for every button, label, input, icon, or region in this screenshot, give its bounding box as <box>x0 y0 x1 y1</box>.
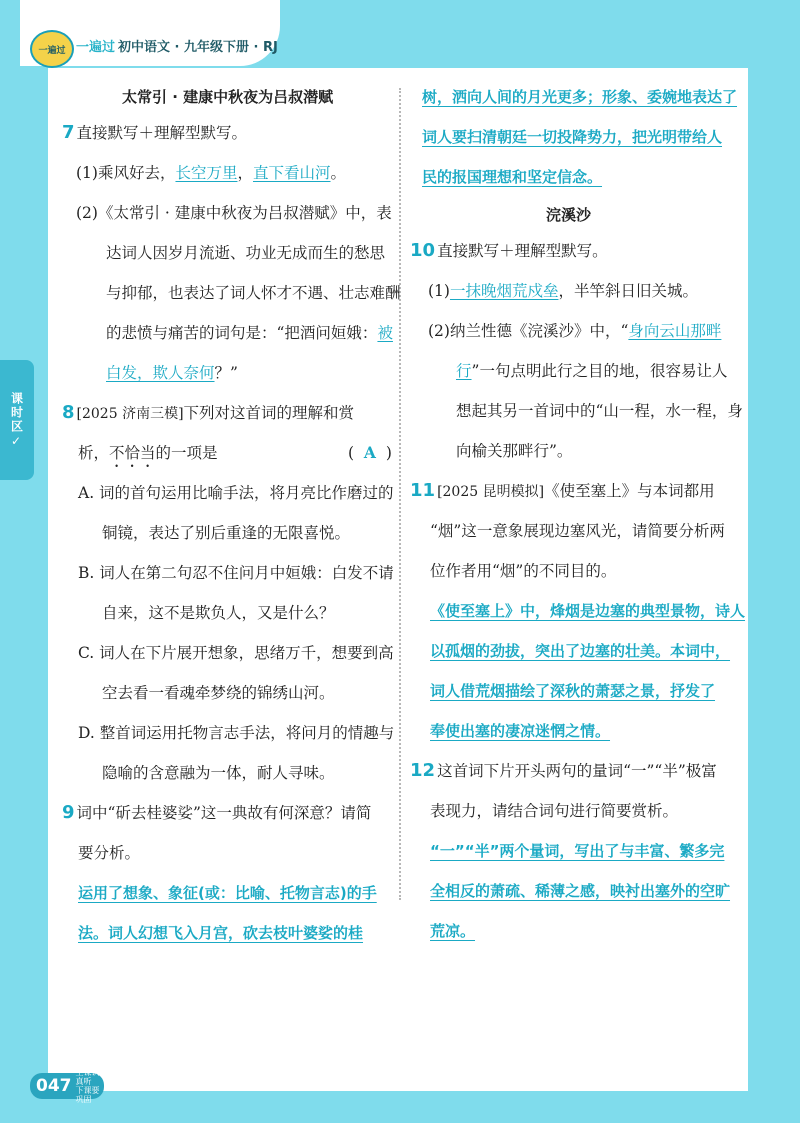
answer-blank: 白发，欺人奈何 <box>106 364 215 382</box>
left-frame <box>0 0 48 1123</box>
question-stem: 《使至塞上》与本词都用 <box>544 482 715 500</box>
q10-part-2 <box>428 320 721 342</box>
q11-answer-line: 奉使出塞的凄凉迷惘之情。 <box>430 722 611 740</box>
q9-answer-line: 词人要扫清朝廷一切投降势力，把光明带给人 <box>422 128 723 146</box>
answer-bracket <box>348 442 392 464</box>
q10-p2-text: ”一句点明此行之目的地，很容易让人 <box>471 362 728 380</box>
answer-blank: 被 <box>377 324 393 342</box>
q8-stem-line <box>78 442 394 471</box>
answer-blank: 长空万里 <box>175 164 238 182</box>
q7-p1-sep: ， <box>237 164 253 182</box>
q11-answer-line: 《使至塞上》中，烽烟是边塞的典型景物，诗人 <box>430 602 746 620</box>
slogan-line: 上课认真听 <box>75 1068 100 1086</box>
q8-stem-text: 析， <box>78 444 110 462</box>
brand-name: 一遍过 <box>76 40 116 55</box>
paren-close: ) <box>385 444 392 462</box>
q12-stem-line: 表现力，请结合词句进行简要赏析。 <box>430 802 679 820</box>
option-c: C. 词人在下片展开想象，思绪万千，想要到高 <box>78 644 394 662</box>
paren-open: ( <box>348 444 355 462</box>
q7-p2-line: (2)《太常引 · 建康中秋夜为吕叔潜赋》中，表 <box>76 204 392 222</box>
q7-p1-text: (1)乘风好去， <box>76 164 176 182</box>
question-number: 11 <box>410 480 436 501</box>
question-11 <box>410 480 715 503</box>
q9-answer-line: 民的报国理想和坚定信念。 <box>422 168 603 186</box>
option-d-cont: 隐喻的含意融为一体，耐人寻味。 <box>102 764 335 782</box>
question-stem: 词中“斫去桂婆娑”这一典故有何深意？请简 <box>76 804 372 822</box>
question-number: 9 <box>62 802 75 823</box>
q10-p2-line: 向榆关那畔行”。 <box>456 442 573 460</box>
q12-answer-line: 全相反的萧疏、稀薄之感，映衬出塞外的空旷 <box>430 882 731 900</box>
question-stem: 直接默写＋理解型默写。 <box>437 242 608 260</box>
q7-part-1 <box>76 162 346 184</box>
q11-stem-line: “烟”这一意象展现边塞风光，请简要分析两 <box>430 522 725 540</box>
q11-answer-line: 词人借荒烟描绘了深秋的萧瑟之景，抒发了 <box>430 682 716 700</box>
question-number: 10 <box>410 240 436 261</box>
question-number: 7 <box>62 122 75 143</box>
bottom-frame <box>0 1091 800 1123</box>
q10-part-1 <box>428 280 698 302</box>
poem-title: 浣溪沙 <box>546 206 592 224</box>
q10-p1-text: (1) <box>428 282 450 300</box>
option-b-cont: 自来，这不是欺负人，又是什么？ <box>102 604 335 622</box>
answer-choice: A <box>363 443 376 462</box>
footer-slogan <box>76 1068 105 1104</box>
question-stem: 直接默写＋理解型默写。 <box>76 124 248 142</box>
q10-p1-text: ，半竿斜日旧关城。 <box>558 282 698 300</box>
emphasis-text: 不恰当 <box>109 444 156 462</box>
page-number: 047 <box>36 1076 72 1096</box>
q11-stem-line: 位作者用“烟”的不同目的。 <box>430 562 617 580</box>
q7-p2-line: 达词人因岁月流逝、功业无成而生的愁思 <box>106 244 386 262</box>
option-c-cont: 空去看一看魂牵梦绕的锦绣山河。 <box>102 684 335 702</box>
q9-answer-line: 运用了想象、象征(或：比喻、托物言志)的手 <box>78 884 377 902</box>
question-stem: 下列对这首词的理解和赏 <box>183 404 355 422</box>
question-12 <box>410 760 717 782</box>
q10-p2-text: (2)纳兰性德《浣溪沙》中，“ <box>428 322 629 340</box>
q7-p2-line: 与抑郁，也表达了词人怀才不遇、壮志难酬 <box>106 284 401 302</box>
slogan-line: 下课要巩固 <box>75 1086 100 1104</box>
q8-stem-text: 的一项是 <box>155 444 218 462</box>
question-8 <box>62 402 354 425</box>
right-frame <box>748 0 800 1123</box>
question-source: [2025 昆明模拟] <box>437 484 545 500</box>
section-tab: 课时区 ✓ <box>0 360 34 480</box>
option-b: B. 词人在第二句忍不住问月中姮娥：白发不请 <box>78 564 394 582</box>
question-10 <box>410 240 608 262</box>
book-title: 初中语文 · 九年级下册 · RJ <box>118 40 278 55</box>
q7-p2-end: ？” <box>214 364 238 382</box>
q9-answer-line: 法。词人幻想飞入月宫，砍去枝叶婆娑的桂 <box>78 924 364 942</box>
q12-answer-line: 荒凉。 <box>430 922 476 940</box>
question-stem: 这首词下片开头两句的量词“一”“半”极富 <box>437 762 717 780</box>
q7-p2-line <box>106 362 238 384</box>
column-divider <box>399 88 401 900</box>
question-source: [2025 济南三模] <box>76 406 184 422</box>
q10-p2-line: 想起其另一首词中的“山一程，水一程，身 <box>456 402 743 420</box>
answer-blank: 行 <box>456 362 472 380</box>
q10-p2-line <box>456 360 727 382</box>
q7-p2-line <box>106 322 393 344</box>
page-number-badge <box>30 1068 104 1104</box>
question-7 <box>62 122 247 144</box>
q7-p2-text: 的悲愤与痛苦的词句是：“把酒问姮娥： <box>106 324 378 342</box>
question-number: 12 <box>410 760 436 781</box>
answer-blank: 身向云山那畔 <box>628 322 722 340</box>
q11-answer-line: 以孤烟的劲拔，突出了边塞的壮美。本词中， <box>430 642 731 660</box>
q9-answer-line: 树，洒向人间的月光更多；形象、委婉地表达了 <box>422 88 738 106</box>
answer-blank: 直下看山河 <box>253 164 331 182</box>
answer-blank: 一抹晚烟荒戍垒 <box>449 282 559 300</box>
option-a: A. 词的首句运用比喻手法，将月亮比作磨过的 <box>78 484 394 502</box>
mascot-logo-icon: 一遍过 <box>30 30 74 68</box>
question-number: 8 <box>62 402 75 423</box>
q7-p1-end: 。 <box>330 164 347 182</box>
q12-answer-line: “一”“半”两个量词，写出了与丰富、繁多完 <box>430 842 725 860</box>
option-a-cont: 铜镜，表达了别后重逢的无限喜悦。 <box>102 524 351 542</box>
q9-stem-line: 要分析。 <box>78 844 141 862</box>
poem-title: 太常引 · 建康中秋夜为吕叔潜赋 <box>122 88 334 106</box>
question-9 <box>62 802 371 824</box>
option-d: D. 整首词运用托物言志手法，将问月的情趣与 <box>78 724 395 742</box>
